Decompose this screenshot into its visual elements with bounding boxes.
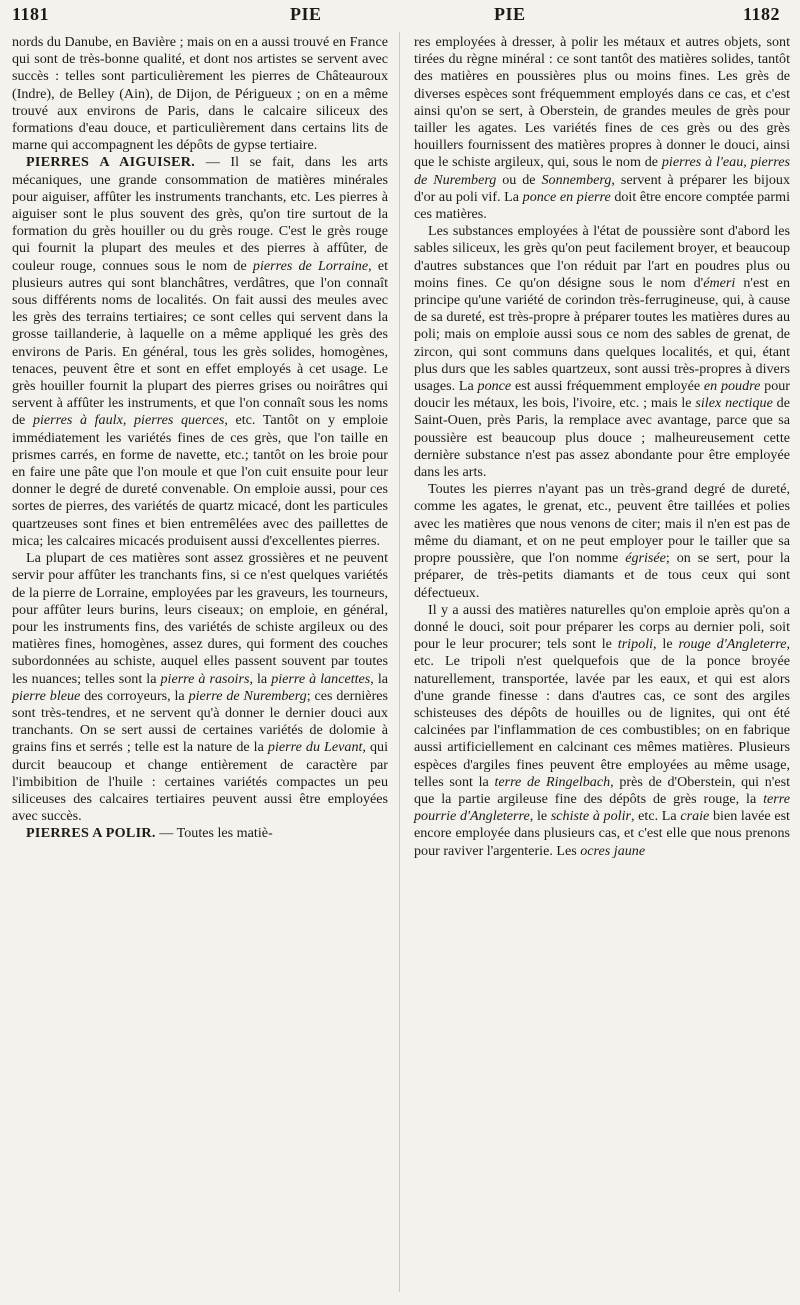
paragraph-text: nords du Danube, en Bavière ; mais on en a aussi trouvé en France qui sont de très-bonne qualité, et dont nos artistes se servent avec succès : telles sont particulièrement les pierres de Châteauroux (Indre), de Belley (Ain), de Dijon, de Périgueux ; on en a même trouvé aux environs de Paris, dans le calcaire siliceux des formations d'eau douce, et particulièrement dans certains lits de marne qui accompagnent les dépôts de gypse tertiaire. <box>12 34 388 154</box>
paragraph-matieres-solides <box>414 34 790 223</box>
italic-term: pierres à faulx <box>32 412 123 429</box>
paragraph-text: ; on se sert, pour la préparer, de très-petits diamants et de tous ceux qui sont défectueux. <box>414 550 790 601</box>
paragraph-text: , près de d'Oberstein, qui n'est que la partie argileuse fine des dépôts de grès rouge, la <box>414 773 790 807</box>
italic-term: pierres à l'eau, pierres de Nuremberg <box>414 154 790 188</box>
paragraph-text: Toutes les pierres n'ayant pas un très-grand degré de dureté, comme les agates, le grenat, etc., peuvent être taillées et polies avec les matières que nous venons de citer; mais il n'en est pas de même du diamant, et on ne peut employer pour le tailler que sa propre poussière, que l'on nomme <box>414 481 790 567</box>
paragraph-text: bien lavée est encore employée dans plusieurs cas, et c'est elle que nous prenons pour raviver l'argenterie. Les <box>414 808 790 859</box>
right-page-number: 1182 <box>743 4 781 24</box>
paragraph-text: ; ces dernières sont très-tendres, et ne servent qu'à donner le dernier douci aux tranchants. On se sert aussi de certaines variétés de dolomie à grains fins et serrés ; telle est la nature de la <box>12 687 389 756</box>
paragraph-text: , la <box>370 670 389 687</box>
paragraph-text: est aussi fréquemment employée <box>511 378 704 395</box>
paragraph-text: de Saint-Ouen, près Paris, la remplace avec avantage, parce que sa poussière est beaucoup plus douce ; malheureusement cette dernière substance n'est pas assez abondante pour être employée dans les arts. <box>414 395 790 481</box>
entry-text: — Toutes les matiè- <box>155 825 273 842</box>
paragraph-poussieres <box>414 223 790 481</box>
italic-term: terre de Ringelbach <box>494 773 611 790</box>
italic-term: émeri <box>703 274 736 291</box>
italic-term: rouge d'Angleterre <box>678 636 787 653</box>
entry-heading: PIERRES A POLIR. <box>26 825 156 842</box>
paragraph-text: , la <box>249 670 272 687</box>
italic-term: terre pourrie d'Angleterre <box>414 790 790 825</box>
paragraph-diamant <box>414 481 790 601</box>
paragraph-text: n'est en principe qu'une variété de corindon très-ferrugineuse, qui, à cause de sa dureté, est très-propre à préparer toutes les matières dures au poli; mais on emploie aussi sous ce nom des sables de grenat, de zircon, qui sont communs dans quelques localités, et qui, étant plus durs que les sables quartzeux, sont aussi très-propres à divers usages. La <box>414 274 790 395</box>
italic-term: schiste à polir <box>550 808 631 825</box>
paragraph-text: , le <box>653 636 679 653</box>
paragraph-danube <box>12 34 388 154</box>
paragraph-tripoli <box>414 602 790 860</box>
paragraph-text: doit être encore comptée parmi ces matières. <box>414 188 790 223</box>
paragraph-text: La plupart de ces matières sont assez grossières et ne peuvent servir pour affûter les tranchants fins, si ce n'est quelques variétés de la pierre de Lorraine, employées par les graveurs, les tourneurs, pour affûter leurs burins, leurs ciseaux; on emploie, en général, pour les instruments fins, des variétés de schiste argileux ou des matières fines, homogènes, assez dures, qui forment des couches subordonnées au schiste, auquel elles passent souvent par toutes les nuances; telles sont la <box>12 550 388 687</box>
paragraph-text: , servent à préparer les bijoux d'or au poli vif. La <box>414 171 790 205</box>
entry-text: — Il se fait, dans les arts mécaniques, une grande consommation de matières minérales pour aiguiser, affûter les instruments tranchants, etc. Les pierres à aiguiser sont le plus souvent des grès, qu'on tire surtout de la formation du grès houiller ou du grès rouge. C'est le grès rouge qui fournit la plupart des meules et des pierres à affûter, de couleur rouge, connues sous le nom de <box>12 154 388 274</box>
entry-heading: PIERRES A AIGUISER. <box>26 154 196 171</box>
italic-term: pierre du Levant <box>267 739 363 756</box>
italic-term: pierre à rasoirs <box>160 670 250 687</box>
italic-term: tripoli <box>617 636 654 653</box>
italic-term: égrisée <box>625 550 666 567</box>
entry-text: , etc. Tantôt on y emploie immédiatement les variétés fines de ces grès, que l'on taille en prismes carrés, en forme de navette, etc.; tantôt on les broie pour en faire une pâte que l'on moule et que l'on cuit ensuite pour leur donner le degré de dureté convenable. On emploie aussi, pour ces sortes de pierres, des variétés de quartz micacé, dont les particules quartzeuses sont fines et bien entremêlées avec des paillettes de mica; les calcaires micacés produisent aussi d'excellentes pierres. <box>12 412 389 549</box>
italic-term: pierre bleue <box>12 687 81 704</box>
paragraph-text: ou de <box>496 171 542 188</box>
paragraph-text: , qui durcit beaucoup et change entièrement de caractère par l'imbibition de l'huile : certaines variétés compactes un peu siliceuses des calcaires tertiaires peuvent aussi être employées avec succès. <box>12 739 388 825</box>
right-running-head: PIE <box>494 4 526 24</box>
italic-term: ocres jaune <box>580 842 646 859</box>
paragraph-text: , etc. Le tripoli n'est quelquefois que de la ponce broyée naturellement, transportée, lavée par les eaux, et qui est alors d'une grande finesse : dans d'autres cas, ce sont des argiles schisteuses des dépôts de houilles ou de lignites, qui ont été calcinées par l'inflammation de ces combustibles; on en fabrique aussi artificiellement en calcinant ces mêmes matières. Plusieurs espèces d'argiles fines peuvent être employées au même usage, telles sont la <box>414 636 790 790</box>
paragraph-text: , le <box>529 808 551 825</box>
paragraph-text: pour doucir les métaux, les bois, l'ivoire, etc. ; mais le <box>414 378 790 412</box>
italic-term: pierres de Lorraine <box>252 257 369 274</box>
italic-term: ponce en pierre <box>522 188 611 205</box>
paragraph-tranchants <box>12 550 388 825</box>
entry-text: , et plusieurs autres qui sont blanchâtres, verdâtres, que l'on connaît sous différents noms de localités. On fait aussi des meules avec les grès des terrains tertiaires; ce sont celles qui servent dans la grosse taillanderie, à laquelle on a même appliqué les grès des environs de Paris. En général, tous les grès solides, homogènes, tenaces, peuvent être et sont en effet employés à cet usage. Le grès houiller fournit la plupart des pierres grises ou noirâtres qui servent à affûter les instruments, et que l'on connaît sous les noms de <box>12 257 389 429</box>
italic-term: silex nectique <box>695 395 773 412</box>
italic-term: pierre de Nuremberg <box>188 687 307 704</box>
paragraph-text: res employées à dresser, à polir les métaux et autres objets, sont tirées du règne minéral : ce sont tantôt des matières solides, tantôt des matières en poussières plus ou moins fines. Les grès de diverses espèces sont fréquemment employés dans ce cas, et c'est ainsi qu'on se sert, à Oberstein, de grandes meules de grès pour tailler les agates. Les variétés fines de ces grès ou des grès houillers fournissent des matières propres à donner le douci, ainsi que le schiste argileux, qui, sous le nom de <box>414 34 790 171</box>
left-column <box>12 34 388 843</box>
italic-term: en poudre <box>703 378 761 395</box>
paragraph-text: Il y a aussi des matières naturelles qu'on emploie après qu'on a donné le douci, soit pour préparer les corps au dernier poli, soit pour le leur procurer; tels sont le <box>414 601 790 653</box>
italic-term: pierres querces <box>133 412 225 429</box>
paragraph-text: , etc. La <box>630 808 681 825</box>
paragraph-text: Les substances employées à l'état de poussière sont d'abord les sables siliceux, les grès qu'on peut facilement broyer, et beaucoup d'autres substances que l'on réduit par l'art en poudres plus ou moins fines. Ce qu'on désigne sous le nom d' <box>414 223 790 291</box>
left-running-head: PIE <box>290 4 322 24</box>
column-divider <box>399 32 400 1292</box>
right-column <box>414 34 790 860</box>
italic-term: Sonnemberg <box>541 171 612 188</box>
left-page-number: 1181 <box>12 4 50 24</box>
italic-term: pierre à lancettes <box>271 670 371 687</box>
entry-text: , <box>122 412 134 429</box>
entry-pierres-a-aiguiser <box>12 154 388 550</box>
entry-pierres-a-polir <box>12 825 388 842</box>
paragraph-text: des corroyeurs, la <box>80 687 189 704</box>
italic-term: craie <box>680 808 710 825</box>
italic-term: ponce <box>477 378 512 395</box>
